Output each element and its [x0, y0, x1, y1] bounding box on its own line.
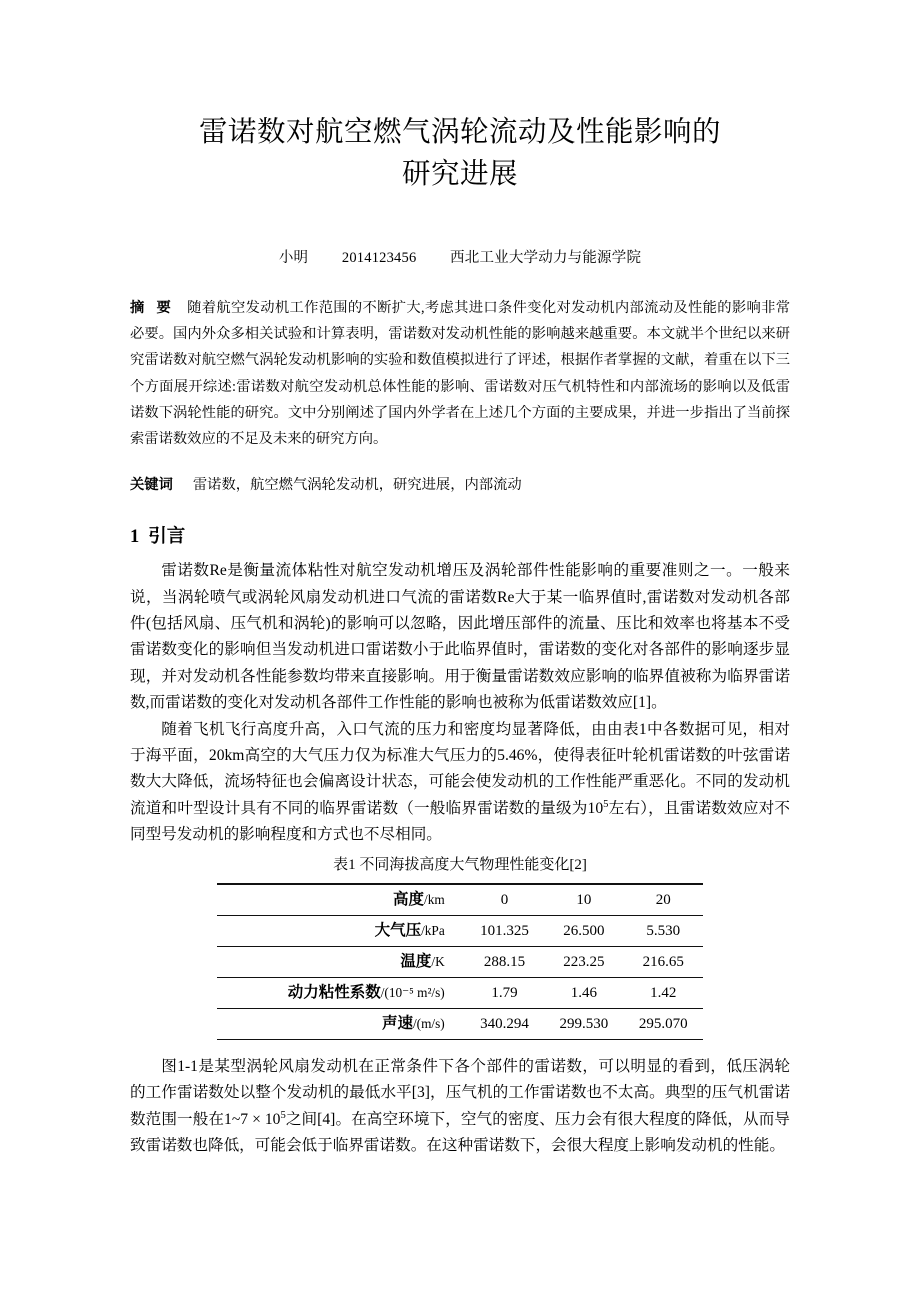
author-line [130, 248, 790, 268]
table-cell: 0 [465, 884, 544, 916]
table-cell: 20 [624, 884, 703, 916]
row-label-name: 高度 [393, 890, 425, 908]
row-label-name: 温度 [400, 952, 432, 970]
paragraph-3-part-b: 之间[4]。在高空环境下，空气的密度、压力会有很大程度的降低，从而导致雷诺数也降低，可能会低于临界雷诺数。在这种雷诺数下，会很大程度上影响发动机的性能。 [130, 1110, 791, 1154]
atmosphere-property-table [217, 883, 703, 1040]
title-line-2: 研究进展 [401, 159, 518, 190]
table-body [217, 884, 703, 1040]
paragraph-2-part-a: 随着飞机飞行高度升高，入口气流的压力和密度均显著降低，由由表1中各数据可见，相对于海平面，20km高空的大气压力仅为标准大气压力的5.46%，使得表征叶轮机雷诺数的叶弦雷诺数大大降低，流场特征也会偏离设计状态，可能会使发动机的工作性能严重恶化。不同的发动机流道和叶型设计具有不同的临界雷诺数（一般临界雷诺数的量级为10 [130, 720, 790, 817]
table-row [217, 884, 703, 916]
author-name: 小明 [278, 250, 309, 266]
table-cell: 26.500 [544, 915, 623, 946]
row-label-name: 动力粘性系数 [287, 983, 381, 1001]
row-label-unit: /(10⁻⁵ m²/s) [380, 984, 445, 1000]
table-row [217, 915, 703, 946]
section-number: 1 [130, 527, 140, 548]
table-row-label [217, 915, 465, 946]
section-title: 引言 [148, 527, 186, 548]
paragraph-2 [130, 717, 790, 849]
section-heading [130, 524, 790, 550]
paragraph-3 [130, 1054, 790, 1160]
author-id: 2014123456 [341, 250, 417, 266]
table-caption: 表1 不同海拔高度大气物理性能变化[2] [333, 856, 587, 873]
row-label-name: 声速 [381, 1014, 413, 1032]
table-row-label [217, 977, 465, 1008]
table-cell: 1.42 [624, 977, 703, 1008]
paragraph-1-part-b: 但当发动机进口雷诺数小于此临界值时，雷诺数的变化对各部件的影响逐步显现，并对发动机各性能参数均带来直接影响。用于衡量雷诺数效应影响的临界值被称为临界雷诺数,而雷诺数的变化对发动机各部件工作性能的影响也被称为低雷诺数效应[1]。 [130, 641, 790, 712]
table-cell: 288.15 [465, 946, 544, 977]
paragraph-3-part-a: 图1-1是某型涡轮风扇发动机在正常条件下各个部件的雷诺数，可以明显的看到，低压涡轮的工作雷诺数处以整个发动机的最低水平[3]，压气机的工作雷诺数也不太高。典型的压气机雷诺数范围一般在1~7 × 10 [130, 1057, 790, 1128]
table-cell: 5.530 [624, 915, 703, 946]
table-cell: 223.25 [544, 946, 623, 977]
keywords-text: 雷诺数，航空燃气涡轮发动机，研究进展，内部流动 [192, 477, 522, 494]
table-cell: 1.79 [465, 977, 544, 1008]
table-row-label [217, 884, 465, 916]
title-line-1: 雷诺数对航空燃气涡轮流动及性能影响的 [198, 117, 721, 148]
table-row-label [217, 1008, 465, 1039]
spacer [130, 1040, 790, 1054]
paragraph-2-superscript: 5 [603, 798, 609, 810]
table-cell: 340.294 [465, 1008, 544, 1039]
row-label-name: 大气压 [374, 921, 422, 939]
paragraph-2-part-b: 左右），且雷诺数效应对不同型号发动机的影响程度和方式也不尽相同。 [130, 799, 790, 844]
abstract-text: 随着航空发动机工作范围的不断扩大,考虑其进口条件变化对发动机内部流动及性能的影响非常必要。国内外众多相关试验和计算表明，雷诺数对发动机性能的影响越来越重要。本文就半个世纪以来研究雷诺数对航空燃气涡轮发动机影响的实验和数值模拟进行了评述，根据作者掌握的文献，着重在以下三个方面展开综述:雷诺数对航空发动机总体性能的影响、雷诺数对压气机特性和内部流场的影响以及低雷诺数下涡轮性能的研究。文中分别阐述了国内外学者在上述几个方面的主要成果，并进一步指出了当前探索雷诺数效应的不足及未来的研究方向。 [130, 300, 791, 448]
table-row [217, 1008, 703, 1039]
abstract-block [130, 295, 790, 452]
row-label-unit: /km [424, 891, 445, 907]
paragraph-1 [130, 558, 790, 716]
keywords-block [130, 472, 790, 498]
author-affiliation: 西北工业大学动力与能源学院 [450, 250, 642, 266]
table-cell: 216.65 [624, 946, 703, 977]
table-cell: 1.46 [544, 977, 623, 1008]
row-label-unit: /kPa [421, 922, 445, 938]
paragraph-1-part-a: 雷诺数Re是衡量流体粘性对航空发动机增压及涡轮部件性能影响的重要准则之一。一般来说，当涡轮喷气或涡轮风扇发动机进口气流的雷诺数Re大于某一临界值时,雷诺数对发动机各部件(包括风扇、压气机和涡轮)的影响可以忽略，因此增压部件的流量、压比和效率也将基本不受雷诺数变化的影响 [130, 562, 790, 659]
table-cell: 299.530 [544, 1008, 623, 1039]
table-cell: 101.325 [465, 915, 544, 946]
table-cell: 295.070 [624, 1008, 703, 1039]
table-row [217, 977, 703, 1008]
row-label-unit: /K [431, 953, 445, 969]
table-row [217, 946, 703, 977]
keywords-label: 关键词 [130, 477, 173, 494]
table-row-label [217, 946, 465, 977]
table-cell: 10 [544, 884, 623, 916]
abstract-label: 摘 要 [130, 300, 176, 316]
row-label-unit: /(m/s) [412, 1015, 445, 1031]
page-title [130, 0, 790, 196]
paragraph-3-superscript: 5 [280, 1109, 286, 1121]
table-wrapper [217, 883, 703, 1040]
